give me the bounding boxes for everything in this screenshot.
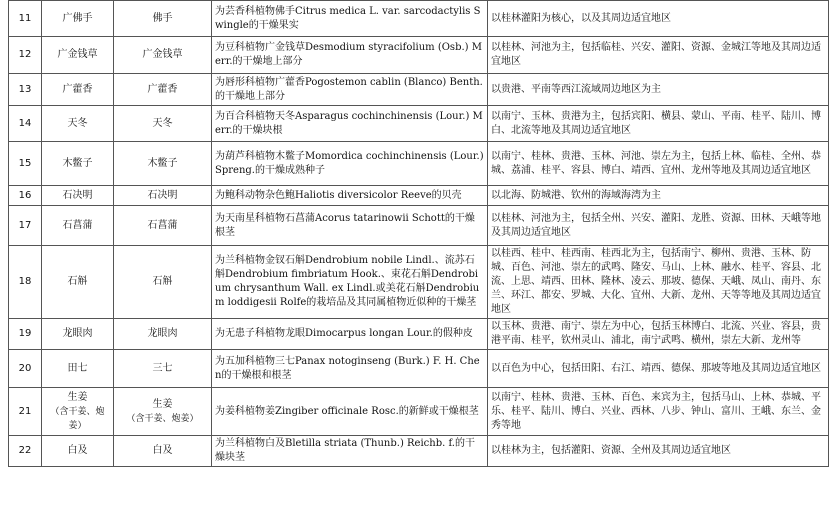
standard-name-text: 广藿香 xyxy=(147,83,178,95)
row-number-text: 13 xyxy=(18,83,32,95)
table-row xyxy=(9,206,829,246)
standard-name-text: 石斛 xyxy=(152,276,173,287)
row-number-cell xyxy=(9,388,42,436)
source-description-cell xyxy=(212,37,488,74)
row-number-text: 15 xyxy=(18,157,32,169)
row-number-cell xyxy=(9,1,42,37)
source-description-cell xyxy=(212,186,488,206)
source-description-cell xyxy=(212,319,488,350)
producing-area-text: 以桂林为主，包括灌阳、资源、全州及其周边适宜地区 xyxy=(491,445,731,456)
producing-area-text: 以玉林、贵港、南宁、崇左为中心，包括玉林博白、北流、兴业、容县，贵港平南、桂平，钦州灵山、浦北，南宁武鸣、横州，崇左大新、龙州等 xyxy=(491,321,821,346)
standard-name-text: 三七 xyxy=(152,362,173,374)
source-description-cell xyxy=(212,1,488,37)
row-number-cell xyxy=(9,350,42,388)
row-number-cell xyxy=(9,246,42,319)
herb-name-subtext: （含干姜、炮姜） xyxy=(50,406,105,431)
standard-name-cell xyxy=(114,74,212,106)
source-description-text: 为豆科植物广金钱草Desmodium styracifolium (Osb.) Merr.的干燥地上部分 xyxy=(215,42,482,67)
table-row xyxy=(9,350,829,388)
standard-name-cell xyxy=(114,106,212,142)
source-description-cell xyxy=(212,74,488,106)
producing-area-text: 以南宁、玉林、贵港为主，包括宾阳、横县、蒙山、平南、桂平、陆川、博白、北流等地及其周边适宜地区 xyxy=(491,110,821,136)
producing-area-cell xyxy=(488,142,829,186)
standard-name-text: 石菖蒲 xyxy=(147,219,178,231)
source-description-text: 为唇形科植物广藿香Pogostemon cablin (Blanco) Benth.的干燥地上部分 xyxy=(215,76,483,102)
producing-area-text: 以百色为中心，包括田阳、右江、靖西、德保、那坡等地及其周边适宜地区 xyxy=(491,362,821,374)
standard-name-cell xyxy=(114,388,212,436)
row-number-text: 12 xyxy=(18,49,32,60)
herb-name-cell xyxy=(42,388,114,436)
herb-name-text: 白及 xyxy=(67,445,88,456)
row-number-cell xyxy=(9,37,42,74)
herb-name-text: 天冬 xyxy=(67,117,88,129)
producing-area-cell xyxy=(488,74,829,106)
producing-area-text: 以贵港、平南等西江流域周边地区为主 xyxy=(491,83,661,95)
standard-name-cell xyxy=(114,350,212,388)
producing-area-cell xyxy=(488,246,829,319)
source-description-cell xyxy=(212,350,488,388)
herb-name-text: 石斛 xyxy=(67,276,88,287)
herb-name-cell xyxy=(42,206,114,246)
standard-name-text: 天冬 xyxy=(152,117,173,129)
herb-name-cell xyxy=(42,319,114,350)
standard-name-cell xyxy=(114,319,212,350)
row-number-text: 17 xyxy=(18,219,32,231)
source-description-text: 为兰科植物白及Bletilla striata (Thunb.) Reichb. f.的干燥块茎 xyxy=(215,438,475,463)
producing-area-cell xyxy=(488,206,829,246)
standard-name-cell xyxy=(114,1,212,37)
table-row xyxy=(9,74,829,106)
herb-name-text: 广藿香 xyxy=(62,83,93,95)
herb-name-cell xyxy=(42,246,114,319)
standard-name-text: 白及 xyxy=(152,445,173,456)
row-number-cell xyxy=(9,74,42,106)
producing-area-text: 以桂西、桂中、桂西南、桂西北为主，包括南宁、柳州、贵港、玉林、防城、百色、河池、崇左的武鸣、隆安、马山、上林、融水、桂平、容县、北流、上思、靖西、田林、隆林、凌云、那坡、德保、天峨、凤山、南丹、东兰、环江、都安、罗城、大化、宜州、大新、龙州、天等等地及其周边适宜地区 xyxy=(491,248,821,315)
standard-name-cell xyxy=(114,186,212,206)
row-number-text: 19 xyxy=(18,328,32,339)
row-number-cell xyxy=(9,436,42,467)
table-row xyxy=(9,186,829,206)
herb-name-text: 田七 xyxy=(67,362,88,374)
row-number-text: 11 xyxy=(18,12,32,24)
row-number-text: 18 xyxy=(18,276,32,287)
table-row xyxy=(9,37,829,74)
table-body xyxy=(9,1,829,467)
table-row xyxy=(9,1,829,37)
standard-name-subtext: （含干姜、炮姜） xyxy=(126,413,199,424)
producing-area-cell xyxy=(488,106,829,142)
source-description-cell xyxy=(212,142,488,186)
source-description-text: 为芸香科植物佛手Citrus medica L. var. sarcodactylis Swingle的干燥果实 xyxy=(215,5,481,31)
producing-area-text: 以南宁、桂林、贵港、玉林、百色、来宾为主，包括马山、上林、恭城、平乐、桂平、陆川、博白、兴业、西林、八步、钟山、富川、王峨、东兰、金秀等地 xyxy=(491,391,821,431)
herb-name-cell xyxy=(42,436,114,467)
standard-name-cell xyxy=(114,206,212,246)
herb-name-cell xyxy=(42,1,114,37)
producing-area-cell xyxy=(488,350,829,388)
producing-area-text: 以桂林灌阳为核心，以及其周边适宜地区 xyxy=(491,12,671,24)
source-description-cell xyxy=(212,436,488,467)
row-number-cell xyxy=(9,206,42,246)
row-number-cell xyxy=(9,319,42,350)
table-row xyxy=(9,319,829,350)
herb-table xyxy=(8,0,829,467)
producing-area-text: 以南宁、桂林、贵港、玉林、河池、崇左为主，包括上林、临桂、全州、恭城、荔浦、桂平、容县、博白、靖西、宜州、龙州等地及其周边适宜地区 xyxy=(491,150,821,176)
standard-name-text: 木鳖子 xyxy=(147,157,178,169)
producing-area-cell xyxy=(488,436,829,467)
source-description-text: 为兰科植物金钗石斛Dendrobium nobile Lindl.、流苏石斛Dendrobium fimbriatum Hook.、束花石斛Dendrobium chrysanthum Wall. ex Lindl.或美花石斛Dendrobium loddigesii Rolfe的栽培品及其同属植物近似种的干燥茎 xyxy=(215,255,480,308)
herb-name-text: 石决明 xyxy=(62,189,93,201)
row-number-text: 14 xyxy=(18,117,32,129)
herb-name-cell xyxy=(42,186,114,206)
row-number-text: 21 xyxy=(18,405,32,417)
row-number-cell xyxy=(9,186,42,206)
source-description-cell xyxy=(212,246,488,319)
table-row xyxy=(9,142,829,186)
standard-name-cell xyxy=(114,142,212,186)
source-description-text: 为百合科植物天冬Asparagus cochinchinensis (Lour.) Merr.的干燥块根 xyxy=(215,110,483,136)
table-row xyxy=(9,388,829,436)
producing-area-text: 以桂林、河池为主，包括临桂、兴安、灌阳、资源、金城江等地及其周边适宜地区 xyxy=(491,42,821,67)
row-number-cell xyxy=(9,142,42,186)
producing-area-cell xyxy=(488,319,829,350)
producing-area-cell xyxy=(488,186,829,206)
herb-name-text: 木鳖子 xyxy=(62,157,93,169)
row-number-cell xyxy=(9,106,42,142)
source-description-text: 为无患子科植物龙眼Dimocarpus longan Lour.的假种皮 xyxy=(215,328,473,339)
source-description-text: 为姜科植物姜Zingiber officinale Rosc.的新鲜或干燥根茎 xyxy=(215,405,479,417)
herb-name-cell xyxy=(42,74,114,106)
herb-name-cell xyxy=(42,350,114,388)
row-number-text: 20 xyxy=(18,362,32,374)
standard-name-text: 龙眼肉 xyxy=(147,328,178,339)
table-row xyxy=(9,246,829,319)
herb-name-text: 生姜 xyxy=(67,391,88,403)
standard-name-cell xyxy=(114,37,212,74)
herb-name-cell xyxy=(42,106,114,142)
standard-name-text: 石决明 xyxy=(147,189,178,201)
row-number-text: 16 xyxy=(18,189,32,201)
standard-name-text: 佛手 xyxy=(152,12,173,24)
producing-area-text: 以桂林、河池为主，包括全州、兴安、灌阳、龙胜、资源、田林、天峨等地及其周边适宜地区 xyxy=(491,212,821,238)
table-row xyxy=(9,436,829,467)
standard-name-text: 广金钱草 xyxy=(142,49,183,60)
source-description-text: 为天南星科植物石菖蒲Acorus tatarinowii Schott的干燥根茎 xyxy=(215,212,475,238)
table-row xyxy=(9,106,829,142)
source-description-cell xyxy=(212,106,488,142)
source-description-text: 为五加科植物三七Panax notoginseng (Burk.) F. H. Chen的干燥根和根茎 xyxy=(215,355,480,381)
standard-name-cell xyxy=(114,246,212,319)
herb-name-text: 广金钱草 xyxy=(57,49,98,60)
producing-area-cell xyxy=(488,1,829,37)
source-description-cell xyxy=(212,206,488,246)
standard-name-cell xyxy=(114,436,212,467)
herb-name-text: 广佛手 xyxy=(62,12,93,24)
row-number-text: 22 xyxy=(18,445,32,456)
standard-name-text: 生姜 xyxy=(152,398,173,410)
producing-area-text: 以北海、防城港、钦州的海域海湾为主 xyxy=(491,189,661,201)
source-description-cell xyxy=(212,388,488,436)
herb-name-cell xyxy=(42,37,114,74)
producing-area-cell xyxy=(488,388,829,436)
producing-area-cell xyxy=(488,37,829,74)
source-description-text: 为葫芦科植物木鳖子Momordica cochinchinensis (Lour.) Spreng.的干燥成熟种子 xyxy=(215,150,484,176)
herb-name-text: 石菖蒲 xyxy=(62,219,93,231)
herb-name-cell xyxy=(42,142,114,186)
source-description-text: 为鲍科动物杂色鲍Haliotis diversicolor Reeve的贝壳 xyxy=(215,189,462,201)
herb-name-text: 龙眼肉 xyxy=(62,328,93,339)
